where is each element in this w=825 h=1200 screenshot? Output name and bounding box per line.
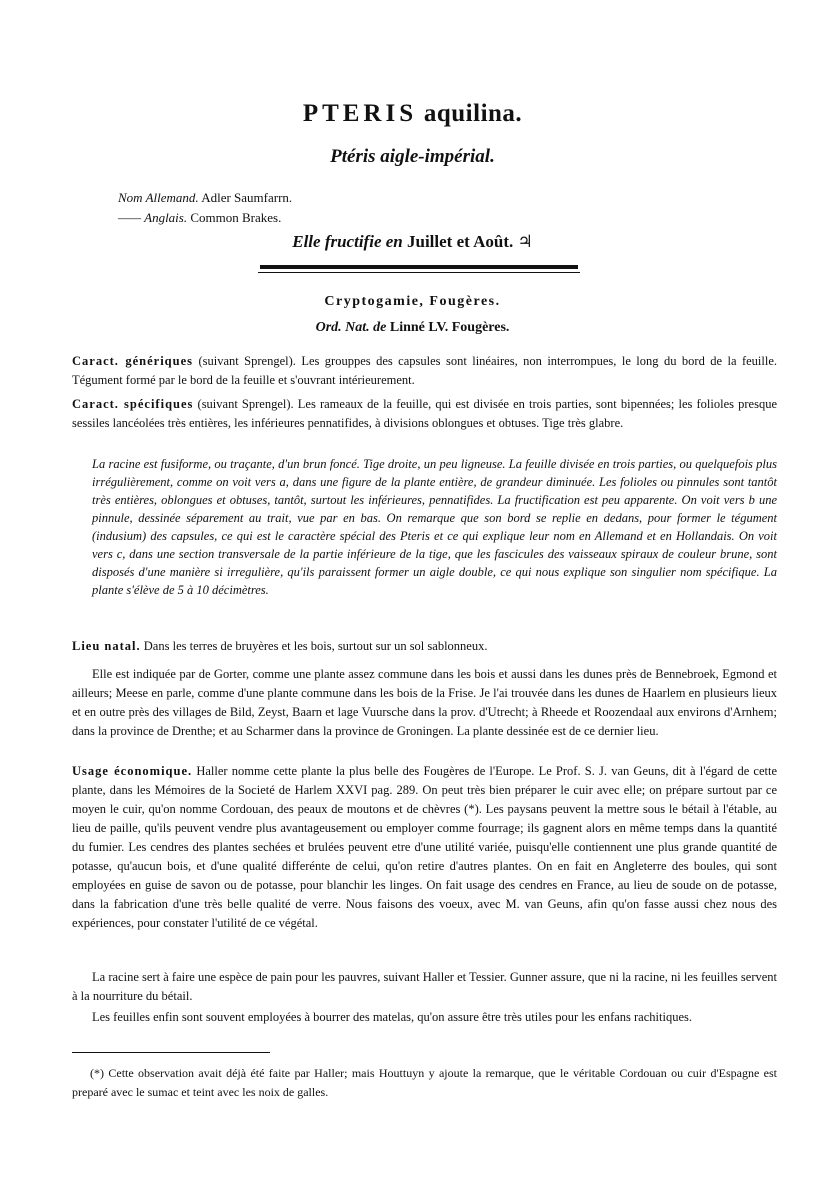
economic-usage	[72, 762, 777, 933]
german-value: Adler Saumfarrn.	[201, 190, 293, 205]
habitat-text: Dans les terres de bruyères et les bois, surtout sur un sol sablonneux.	[143, 639, 488, 653]
generic-lead: Caract. génériques	[72, 354, 193, 368]
german-label: Nom Allemand.	[118, 190, 199, 205]
footnote-rule	[72, 1052, 270, 1053]
fructification-prefix: Elle fructifie en	[292, 232, 403, 251]
order-name: Linné LV. Fougères.	[389, 320, 510, 335]
french-name: Ptéris aigle-impérial.	[330, 146, 495, 167]
plant-title	[0, 100, 825, 128]
header-rule-thin	[258, 272, 580, 273]
specific-lead: Caract. spécifiques	[72, 397, 194, 411]
classification-class: Cryptogamie, Fougères.	[324, 294, 501, 309]
specific-characters	[72, 395, 777, 433]
mattress-usage: Les feuilles enfin sont souvent employées à bourrer des matelas, qu'on assure être très utiles pour les enfans rachitiques.	[92, 1010, 692, 1024]
usage-text: Haller nomme cette plante la plus belle des Fougères de l'Europe. Le Prof. S. J. van Geuns, dit à l'égard de cette plante, dans les Mémoires de la Societé de Harlem XXVI pag. 289. On peut très bien préparer le cuir avec elle; on prépare surtout par ce moyen le cuir, qu'on nomme Cordouan, des peaux de moutons et de chèvres (*). Les paysans peuvent la mettre sous le bétail à l'étable, au lieu de paille, qu'ils peuvent vendre plus avantageusement ou employer comme fourrage; ils gagnent alors en même temps dans la quantité du fumier. Les cendres des plantes sechées et brulées peuvent etre d'une utilité variée, puisqu'elle contiennent une plus grande quantité de potasse, qu'aucun bois, et d'une qualité differénte de celui, qu'on retire d'autres plantes. On en fait en Angleterre des boules, qui sont employées en guise de savon ou de potasse, pour blanchir les linges. On fait usage des cendres en France, au lieu de soude on de potasse, dans la fabrication d'une très belle qualité de verre. Nous faisons des voeux, avec M. van Geuns, afin qu'on fasse aussi chez nous des expériences, pour constater l'utilité de ce végétal.	[72, 764, 778, 930]
generic-characters	[72, 352, 777, 390]
vernacular-names	[118, 188, 292, 228]
header-rule-thick	[260, 265, 578, 269]
english-label: —— Anglais.	[118, 210, 188, 225]
english-name-row	[118, 208, 292, 228]
classification-order	[0, 320, 825, 336]
order-prefix: Ord. Nat. de	[315, 320, 387, 335]
perennial-symbol: ♃	[517, 232, 533, 251]
german-name-row	[118, 188, 292, 208]
fructification-line	[0, 232, 825, 252]
habitat-lead: Lieu natal.	[72, 639, 141, 653]
species-name: aquilina.	[423, 100, 523, 127]
generic-text: (suivant Sprengel). Les grouppes des capsules sont linéaires, non interrompues, le long du bord de la feuille. Tégument formé par le bord de la feuille et s'ouvrant intérieurement.	[72, 354, 778, 387]
footnote: (*) Cette observation avait déjà été faite par Haller; mais Houttuyn y ajoute la remarque, que le véritable Cordouan ou cuir d'Espagne est preparé avec le sumac et teint avec les noix de galles.	[72, 1066, 777, 1099]
specific-text: (suivant Sprengel). Les rameaux de la feuille, qui est divisée en trois parties, sont bipennées; les folioles presque sessiles lancéolées très entières, les inférieures pennatifides, à divisions oblongues et obtuses. Tige très glabre.	[72, 397, 778, 430]
locations: Elle est indiquée par de Gorter, comme une plante assez commune dans les bois et aussi dans les dunes près de Bennebroek, Egmond et ailleurs; Meese en parle, comme d'une plante commune dans les bois de la Frise. Je l'ai trouvée dans les dunes de Haarlem en plusieurs lieux et en outre près des villages de Bild, Zeyst, Baarn et lage Vuursche dans la prov. d'Utrecht; à Rheede et Roozendaal aux environs d'Arnhem; dans la province de Drenthe; et au Scharmer dans la province de Groningen. La plante dessinée est de ce dernier lieu.	[72, 667, 777, 738]
english-value: Common Brakes.	[190, 210, 282, 225]
bread-usage: La racine sert à faire une espèce de pain pour les pauvres, suivant Haller et Tessier. Gunner assure, que ni la racine, ni les feuilles servent à la nourriture du bétail.	[72, 970, 777, 1003]
fructification-months: Juillet et Août.	[406, 232, 514, 251]
genus-name: PTERIS	[302, 100, 418, 127]
usage-lead: Usage économique.	[72, 764, 193, 778]
habitat	[72, 637, 777, 656]
plant-description: La racine est fusiforme, ou traçante, d'un brun foncé. Tige droite, un peu ligneuse. La feuille divisée en trois parties, ou quelquefois plus irrégulièrement, comme on voit vers a, dans une figure de la plante entière, de grandeur diminuée. Les folioles ou pinnules sont tantôt très entières, oblongues et obtuses, tantôt, surtout les inférieures, pennatifides. La fructification est peu apparente. On voit vers b une pinnule, dessinée séparement au trait, vue par en bas. On remarque que son bord se replie en dedans, pour former le tégument (indusium) des capsules, ce qui est le caractère spécial des Pteris et ce qui explique leur nom en Allemand et en Hollandais. On voit vers c, dans une section transversale de la partie inférieure de la tige, que les fascicules des vaisseaux spiraux de couleur brune, sont disposés d'une manière si irregulière, qu'ils paraissent former un aigle double, ce qui nous explique son singulier nom spécifique. La plante s'élève de 5 à 10 décimètres.	[92, 457, 777, 597]
